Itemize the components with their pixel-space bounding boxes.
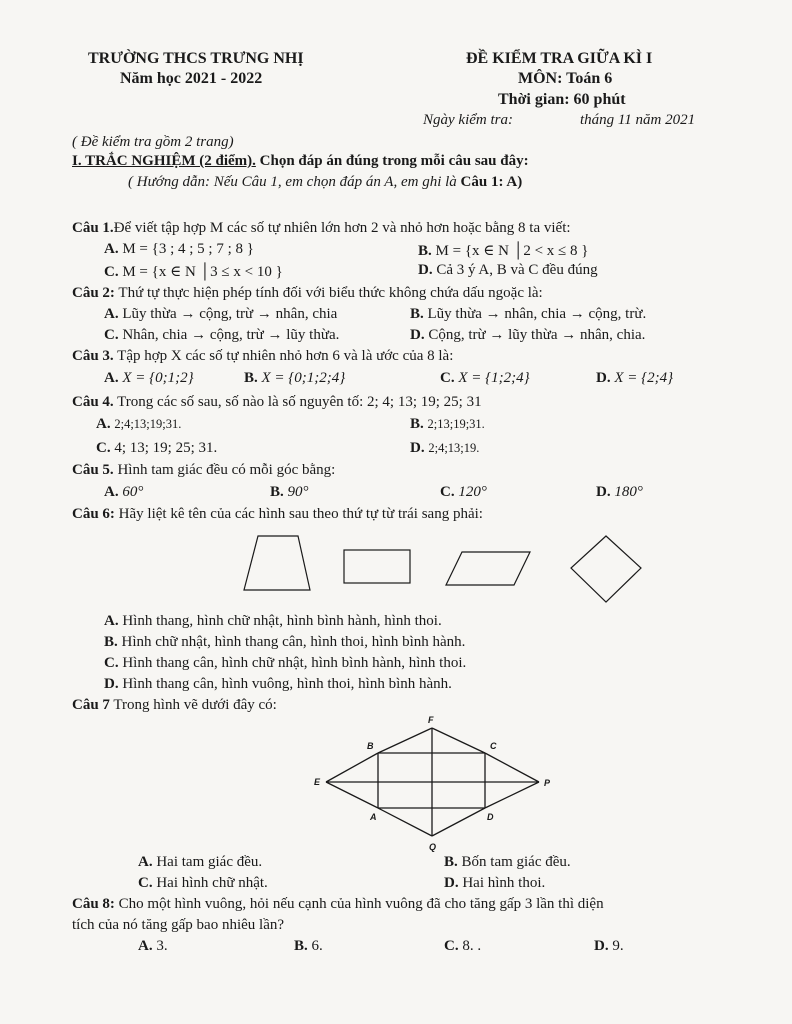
q5-a-label: A. xyxy=(104,484,119,500)
q2-d-label: D. xyxy=(410,327,425,343)
q6-c-label: C. xyxy=(104,655,119,671)
school-year: Năm học 2021 - 2022 xyxy=(120,70,263,87)
q6-text: Hãy liệt kê tên của các hình sau theo thứ tự từ trái sang phải: xyxy=(118,506,483,522)
q5-d-text: 180° xyxy=(614,484,643,500)
q1-text: Để viết tập hợp M các số tự nhiên lớn hơn 2 và nhỏ hơn hoặc bằng 8 ta viết: xyxy=(113,220,571,236)
q6-d-text: Hình thang cân, hình vuông, hình thoi, hình bình hành. xyxy=(122,676,452,692)
segment-AQ xyxy=(378,808,432,836)
q3-c-label: C. xyxy=(440,370,455,386)
q5-c-text: 120° xyxy=(458,484,487,500)
point-label-F: F xyxy=(428,715,434,725)
segment-EA xyxy=(326,782,378,808)
q5-b-text: 90° xyxy=(287,484,309,500)
q3-c-text: X = {1;2;4} xyxy=(458,370,530,386)
q4-d-label: D. xyxy=(410,440,425,456)
q6-c-text: Hình thang cân, hình chữ nhật, hình bình hành, hình thoi. xyxy=(122,655,467,671)
exam-time: Thời gian: 60 phút xyxy=(498,91,626,108)
q4-b-text: 2;13;19;31. xyxy=(427,417,485,431)
q3-a-text: X = {0;1;2} xyxy=(122,370,194,386)
q2-c-label: C. xyxy=(104,327,119,343)
q7-option-d xyxy=(444,875,545,892)
q7-label: Câu 7 xyxy=(72,697,110,713)
q8-a-label: A. xyxy=(138,938,153,954)
q3-b-text: X = {0;1;2;4} xyxy=(261,370,346,386)
q7-text: Trong hình vẽ dưới đây có: xyxy=(113,697,277,713)
segment-EB xyxy=(326,753,378,782)
guide-example: Câu 1: A) xyxy=(460,174,523,190)
q5-label: Câu 5. xyxy=(72,462,114,478)
exam-title: ĐỀ KIỂM TRA GIỮA KÌ I xyxy=(466,50,653,67)
segment-FC xyxy=(432,728,485,753)
q6-b-text: Hình chữ nhật, hình thang cân, hình thoi, hình bình hành. xyxy=(121,634,466,650)
q6-label: Câu 6: xyxy=(72,506,115,522)
q7-option-b xyxy=(444,854,571,871)
q8-option-c xyxy=(444,938,481,955)
q1-d-label: D. xyxy=(418,262,433,278)
point-label-D: D xyxy=(487,812,494,822)
q2-a-label: A. xyxy=(104,306,119,322)
q1-c-text: M = {x ∈ N │3 ≤ x < 10 } xyxy=(122,264,283,280)
q7-a-label: A. xyxy=(138,854,153,870)
q8-b-text: 6. xyxy=(311,938,323,954)
segment-DQ xyxy=(432,808,485,836)
point-label-P: P xyxy=(544,778,551,788)
q8-option-d xyxy=(594,938,624,955)
q8-b-label: B. xyxy=(294,938,308,954)
q8-c-label: C. xyxy=(444,938,459,954)
q1-d-text: Cả 3 ý A, B và C đều đúng xyxy=(436,262,598,278)
section-instruction: Chọn đáp án đúng trong mỗi câu sau đây: xyxy=(259,153,529,169)
q4-a-label: A. xyxy=(96,416,111,432)
q3-text: Tập hợp X các số tự nhiên nhỏ hơn 6 và là ước của 8 là: xyxy=(117,348,454,364)
q6-b-label: B. xyxy=(104,634,118,650)
point-label-B: B xyxy=(367,741,374,751)
q8-d-label: D. xyxy=(594,938,609,954)
exam-subject: MÔN: Toán 6 xyxy=(518,70,613,87)
q3-d-text: X = {2;4} xyxy=(614,370,674,386)
q2-text: Thứ tự thực hiện phép tính đối với biểu thức không chứa dấu ngoặc là: xyxy=(118,285,543,301)
q8-c-text: 8. . xyxy=(462,938,482,954)
q8-stem-cont: tích của nó tăng gấp bao nhiêu lần? xyxy=(72,917,285,933)
exam-date-value: tháng 11 năm 2021 xyxy=(580,112,696,128)
q7-a-text: Hai tam giác đều. xyxy=(156,854,263,870)
q4-d-text: 2;4;13;19. xyxy=(428,441,480,455)
pages-note: ( Đề kiểm tra gồm 2 trang) xyxy=(72,134,234,150)
q8-label: Câu 8: xyxy=(72,896,115,912)
q3-a-label: A. xyxy=(104,370,119,386)
q5-text: Hình tam giác đều có mỗi góc bằng: xyxy=(117,462,336,478)
q3-d-label: D. xyxy=(596,370,611,386)
point-label-A: A xyxy=(370,812,377,822)
q8-option-a xyxy=(138,938,168,955)
q4-b-label: B. xyxy=(410,416,424,432)
section-heading-title: I. TRẮC NGHIỆM (2 điểm). xyxy=(72,153,256,169)
q2-b-text: Lũy thừa → nhân, chia → cộng, trừ. xyxy=(427,306,647,322)
q1-c-label: C. xyxy=(104,264,119,280)
segment-DP xyxy=(485,782,539,808)
point-label-Q: Q xyxy=(429,842,437,852)
q6-d-label: D. xyxy=(104,676,119,692)
q7-d-text: Hai hình thoi. xyxy=(462,875,546,891)
q8-text: Cho một hình vuông, hỏi nếu cạnh của hình vuông đã cho tăng gấp 3 lần thì diện xyxy=(118,896,604,912)
q2-a-text: Lũy thừa → cộng, trừ → nhân, chia xyxy=(122,306,338,322)
q8-stem xyxy=(72,896,604,913)
segment-CP xyxy=(485,753,539,782)
segment-FB xyxy=(378,728,432,753)
q8-d-text: 9. xyxy=(612,938,624,954)
q2-c-text: Nhân, chia → cộng, trừ → lũy thừa. xyxy=(122,327,340,343)
q5-d-label: D. xyxy=(596,484,611,500)
q6-a-text: Hình thang, hình chữ nhật, hình bình hành, hình thoi. xyxy=(122,613,442,629)
q2-d-text: Cộng, trừ → lũy thừa → nhân, chia. xyxy=(428,327,646,343)
guide-text: : Nếu Câu 1, em chọn đáp án A, em ghi là xyxy=(205,174,461,190)
q5-c-label: C. xyxy=(440,484,455,500)
q7-option-c xyxy=(138,875,268,892)
q1-a-label: A. xyxy=(104,241,119,257)
q7-b-label: B. xyxy=(444,854,458,870)
q1-a-text: M = {3 ; 4 ; 5 ; 7 ; 8 } xyxy=(122,241,254,257)
q1-b-text: M = {x ∈ N │2 < x ≤ 8 } xyxy=(435,243,589,259)
q5-b-label: B. xyxy=(270,484,284,500)
q4-c-text: 4; 13; 19; 25; 31. xyxy=(114,440,218,456)
q7-c-label: C. xyxy=(138,875,153,891)
q3-b-label: B. xyxy=(244,370,258,386)
q4-text: Trong các số sau, số nào là số nguyên tố: 2; 4; 13; 19; 25; 31 xyxy=(117,394,482,410)
q2-b-label: B. xyxy=(410,306,424,322)
q8-a-text: 3. xyxy=(156,938,168,954)
q4-c-label: C. xyxy=(96,440,111,456)
q7-option-a xyxy=(138,854,262,871)
q4-label: Câu 4. xyxy=(72,394,114,410)
q6-a-label: A. xyxy=(104,613,119,629)
point-label-E: E xyxy=(314,777,321,787)
q8-option-b xyxy=(294,938,323,955)
q1-label: Câu 1. xyxy=(72,220,114,236)
q5-a-text: 60° xyxy=(122,484,144,500)
guide-label: ( Hướng dẫn xyxy=(128,174,206,190)
q3-label: Câu 3. xyxy=(72,348,114,364)
point-label-C: C xyxy=(490,741,497,751)
exam-date-label: Ngày kiểm tra: xyxy=(423,112,513,128)
q7-c-text: Hai hình chữ nhật. xyxy=(156,875,268,891)
q7-b-text: Bốn tam giác đều. xyxy=(461,854,571,870)
q1-b-label: B. xyxy=(418,243,432,259)
school-name: TRƯỜNG THCS TRƯNG NHỊ xyxy=(88,50,304,67)
q4-a-text: 2;4;13;19;31. xyxy=(114,417,182,431)
q7-d-label: D. xyxy=(444,875,459,891)
q2-label: Câu 2: xyxy=(72,285,115,301)
